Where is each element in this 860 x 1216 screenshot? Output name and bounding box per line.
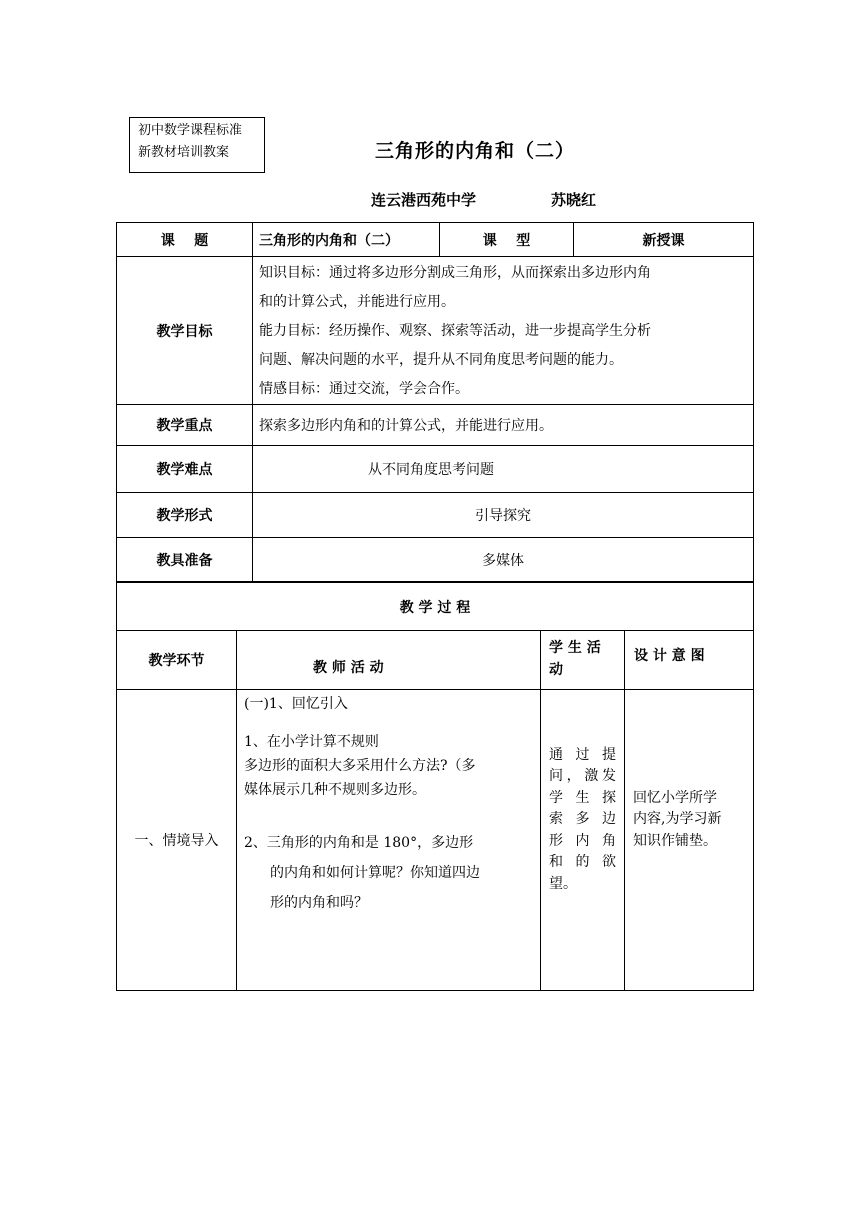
student-line: 和的欲: [549, 854, 616, 871]
process-heading: 教 学 过 程: [117, 583, 754, 631]
key-point-row: [117, 405, 754, 446]
design-intent-cell: [625, 690, 754, 991]
process-heading-row: [117, 583, 754, 631]
difficulty-label: 教学难点: [117, 446, 253, 493]
process-columns-row: [117, 631, 754, 690]
student-line: 学生探: [549, 789, 616, 806]
process-row: [117, 690, 754, 991]
document-title: 三角形的内角和（二）: [375, 140, 576, 162]
objective-line: 能力目标：经历操作、观察、探索等活动，进一步提高学生分析: [259, 323, 651, 339]
col-student: [541, 631, 625, 690]
topic-label: 课 题: [117, 223, 253, 257]
tools-value: 多媒体: [253, 538, 754, 582]
teacher-line: 的内角和如何计算呢？你知道四边: [270, 865, 480, 881]
difficulty-value: 从不同角度思考问题: [253, 446, 754, 493]
difficulty-row: [117, 446, 754, 493]
teacher-line: (一)1、回忆引入: [244, 696, 348, 712]
objectives-row: [117, 257, 754, 405]
header-tag-line2: 新教材培训教案: [138, 145, 230, 160]
form-value: 引导探究: [253, 493, 754, 538]
intent-line: 内容,为学习新: [633, 811, 722, 828]
intent-line: 回忆小学所学: [633, 789, 717, 806]
tools-row: [117, 538, 754, 582]
form-label: 教学形式: [117, 493, 253, 538]
student-line: 望。: [549, 875, 577, 892]
col-stage: 教学环节: [117, 631, 237, 690]
key-point-label: 教学重点: [117, 405, 253, 446]
teacher-line: 多边形的面积大多采用什么方法?（多: [244, 758, 476, 774]
header-tag-line1: 初中数学课程标准: [138, 123, 243, 138]
student-line: 形内角: [549, 832, 616, 849]
objective-line: 和的计算公式，并能进行应用。: [259, 294, 455, 310]
teacher-activity-cell: [237, 690, 541, 991]
school-name: 连云港西苑中学: [371, 191, 477, 209]
student-line: 通过提: [549, 746, 616, 763]
author-name: 苏晓红: [551, 191, 597, 209]
objective-line: 知识目标：通过将多边形分割成三角形，从而探索出多边形内角: [259, 265, 651, 281]
tools-label: 教具准备: [117, 538, 253, 582]
col-intent: 设 计 意 图: [625, 631, 754, 690]
col-teacher: 教 师 活 动: [237, 631, 541, 690]
stage-cell: 一、情境导入: [117, 690, 237, 991]
col-student-line1: 学 生 活: [549, 640, 601, 656]
type-value: 新授课: [574, 223, 754, 257]
objectives-label: 教学目标: [117, 257, 253, 405]
form-row: [117, 493, 754, 538]
topic-value: 三角形的内角和（二）: [253, 223, 440, 257]
intent-line: 知识作铺垫。: [633, 832, 717, 849]
teacher-line: 媒体展示几种不规则多边形。: [244, 782, 426, 798]
student-activity-cell: [541, 690, 625, 991]
header-tag-box: [129, 117, 265, 173]
lesson-info-table: [116, 222, 754, 582]
teacher-line: 1、在小学计算不规则: [244, 734, 379, 750]
key-point-value: 探索多边形内角和的计算公式，并能进行应用。: [253, 405, 754, 446]
col-student-line2: 动: [549, 662, 563, 678]
teacher-line: 形的内角和吗？: [270, 895, 368, 911]
student-line: 问，激发: [549, 768, 616, 785]
objective-line: 情感目标：通过交流，学会合作。: [259, 381, 469, 397]
student-line: 索多边: [549, 811, 616, 828]
objectives-content: [253, 257, 754, 405]
type-label: 课 型: [440, 223, 574, 257]
objective-line: 问题、解决问题的水平，提升从不同角度思考问题的能力。: [259, 352, 623, 368]
topic-row: [117, 223, 754, 257]
teacher-line: 2、三角形的内角和是 180°，多边形: [244, 835, 474, 851]
teaching-process-table: [116, 582, 754, 991]
